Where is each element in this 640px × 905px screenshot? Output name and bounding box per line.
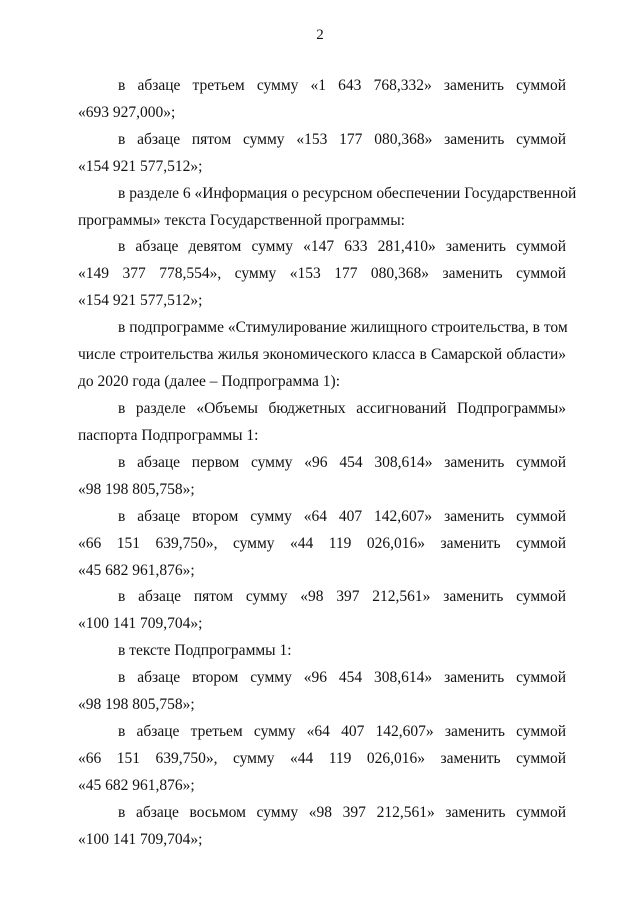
- text-line: в абзаце пятом сумму «98 397 212,561» заменить суммой: [118, 588, 566, 605]
- text-line: в подпрограмме «Стимулирование жилищного строительства, в том: [118, 319, 568, 336]
- text-line: «98 198 805,758»;: [78, 481, 195, 498]
- text-line: «98 198 805,758»;: [78, 696, 195, 713]
- text-line: числе строительства жилья экономического класса в Самарской области»: [78, 346, 566, 363]
- text-line: «100 141 709,704»;: [78, 615, 203, 632]
- text-line: в абзаце втором сумму «96 454 308,614» заменить суммой: [118, 669, 566, 686]
- page-number: 2: [316, 27, 324, 43]
- text-line: в абзаце третьем сумму «1 643 768,332» заменить суммой: [118, 77, 566, 94]
- text-line: «45 682 961,876»;: [78, 562, 195, 579]
- text-line: «45 682 961,876»;: [78, 777, 195, 794]
- text-line: «100 141 709,704»;: [78, 831, 203, 848]
- text-line: «154 921 577,512»;: [78, 292, 203, 309]
- text-line: в абзаце третьем сумму «64 407 142,607» заменить суммой: [118, 723, 566, 740]
- text-line: «154 921 577,512»;: [78, 158, 203, 175]
- text-line: «149 377 778,554», сумму «153 177 080,368» заменить суммой: [78, 265, 566, 282]
- text-line: в абзаце девятом сумму «147 633 281,410» заменить суммой: [118, 238, 566, 255]
- text-line: в абзаце втором сумму «64 407 142,607» заменить суммой: [118, 508, 566, 525]
- text-line: «66 151 639,750», сумму «44 119 026,016» заменить суммой: [78, 535, 566, 552]
- text-line: до 2020 года (далее – Подпрограмма 1):: [78, 373, 341, 390]
- text-line: в абзаце первом сумму «96 454 308,614» заменить суммой: [118, 454, 566, 471]
- text-line: «66 151 639,750», сумму «44 119 026,016» заменить суммой: [78, 750, 566, 767]
- text-line: паспорта Подпрограммы 1:: [78, 427, 259, 444]
- text-line: в тексте Подпрограммы 1:: [118, 642, 292, 659]
- text-line: программы» текста Государственной программы:: [78, 212, 405, 229]
- text-line: в абзаце восьмом сумму «98 397 212,561» заменить суммой: [118, 804, 566, 821]
- text-line: «693 927,000»;: [78, 104, 176, 121]
- text-line: в абзаце пятом сумму «153 177 080,368» заменить суммой: [118, 131, 566, 148]
- text-line: в разделе «Объемы бюджетных ассигнований Подпрограммы»: [118, 400, 566, 417]
- text-line: в разделе 6 «Информация о ресурсном обеспечении Государственной: [118, 185, 577, 202]
